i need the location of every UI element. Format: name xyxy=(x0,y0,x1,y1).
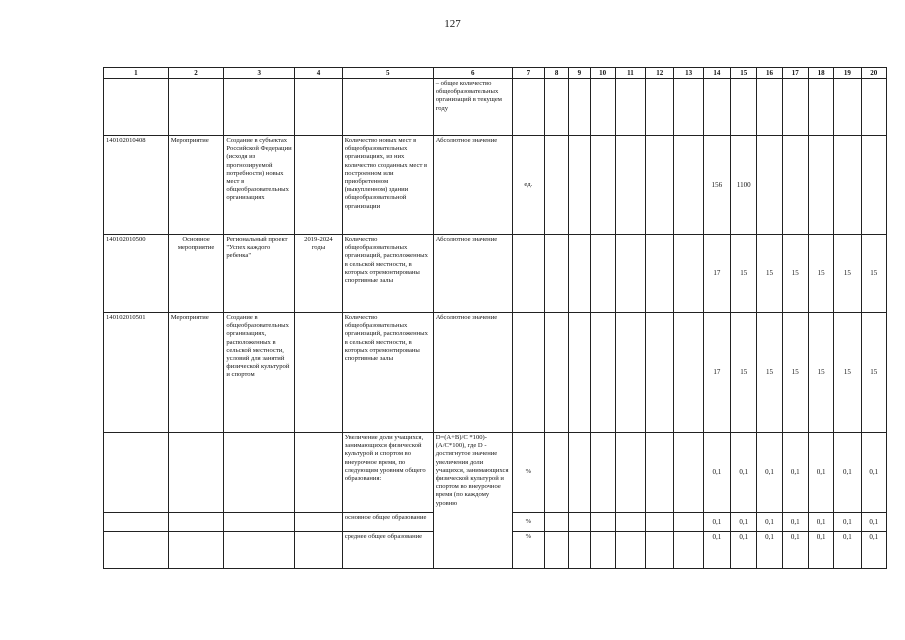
name-cell xyxy=(224,433,295,513)
value-cell: 15 xyxy=(782,313,808,433)
value-cell: 0,1 xyxy=(808,532,833,569)
table-row xyxy=(104,79,887,136)
col-header: 4 xyxy=(295,68,343,79)
value-cell xyxy=(808,79,833,136)
value-cell xyxy=(703,79,730,136)
type-cell xyxy=(168,79,224,136)
value-cell: 156 xyxy=(703,136,730,235)
unit-cell: % xyxy=(512,433,544,513)
col-header: 8 xyxy=(545,68,569,79)
value-cell xyxy=(861,136,886,235)
unit-cell: % xyxy=(512,513,544,532)
code-cell: 140102010500 xyxy=(104,235,169,313)
value-cell: 15 xyxy=(757,235,782,313)
value-cell: 15 xyxy=(731,313,757,433)
period-cell: 2019-2024 годы xyxy=(295,235,343,313)
indicator-cell: Количество общеобразовательных организаций, расположенных в сельской местности, в которых отремонтированы спортивные залы xyxy=(342,313,433,433)
value-cell: 15 xyxy=(834,313,861,433)
col-header: 17 xyxy=(782,68,808,79)
col-header: 6 xyxy=(433,68,512,79)
indicator-cell: среднее общее образование xyxy=(342,532,433,569)
value-cell xyxy=(861,79,886,136)
indicators-table xyxy=(103,67,887,569)
value-cell xyxy=(834,136,861,235)
value-cell xyxy=(808,136,833,235)
period-cell xyxy=(295,79,343,136)
code-cell: 140102010501 xyxy=(104,313,169,433)
method-cell: Абсолютное значение xyxy=(433,313,512,433)
code-cell xyxy=(104,79,169,136)
method-cell: Абсолютное значение xyxy=(433,235,512,313)
method-cell: D=(A+B)/C *100)-(A/C*100), где D - достигнутое значение увеличения доли учащихся, занимающихся физической культурой и спортом во внеурочное время (по каждому уровню xyxy=(433,433,512,569)
value-cell: 0,1 xyxy=(834,513,861,532)
page-number: 127 xyxy=(444,18,461,30)
value-cell: 0,1 xyxy=(861,433,886,513)
value-cell xyxy=(782,79,808,136)
period-cell xyxy=(295,136,343,235)
method-cell: Абсолютное значение xyxy=(433,136,512,235)
value-cell: 0,1 xyxy=(782,433,808,513)
value-cell: 0,1 xyxy=(834,532,861,569)
col-header: 15 xyxy=(731,68,757,79)
value-cell: 15 xyxy=(834,235,861,313)
unit-cell: % xyxy=(512,532,544,569)
value-cell: 15 xyxy=(861,313,886,433)
period-cell xyxy=(295,313,343,433)
name-cell: Создание в общеобразовательных организациях, расположенных в сельской местности, условий для занятий физической культурой и спортом xyxy=(224,313,295,433)
col-header: 19 xyxy=(834,68,861,79)
value-cell: 0,1 xyxy=(808,513,833,532)
col-header: 7 xyxy=(512,68,544,79)
value-cell: 1100 xyxy=(731,136,757,235)
col-header: 1 xyxy=(104,68,169,79)
code-cell xyxy=(104,433,169,513)
col-header: 5 xyxy=(342,68,433,79)
col-header: 18 xyxy=(808,68,833,79)
value-cell: 0,1 xyxy=(757,433,782,513)
value-cell xyxy=(731,79,757,136)
value-cell: 0,1 xyxy=(782,532,808,569)
value-cell: 15 xyxy=(731,235,757,313)
col-header: 3 xyxy=(224,68,295,79)
value-cell: 0,1 xyxy=(782,513,808,532)
value-cell xyxy=(757,79,782,136)
value-cell: 0,1 xyxy=(757,513,782,532)
value-cell: 15 xyxy=(782,235,808,313)
col-header: 14 xyxy=(703,68,730,79)
column-number-header xyxy=(104,68,887,79)
value-cell xyxy=(757,136,782,235)
value-cell: 15 xyxy=(757,313,782,433)
table-row xyxy=(104,433,887,513)
col-header: 20 xyxy=(861,68,886,79)
table-row xyxy=(104,136,887,235)
value-cell: 0,1 xyxy=(731,513,757,532)
type-cell xyxy=(168,433,224,513)
table-row xyxy=(104,235,887,313)
value-cell: 17 xyxy=(703,235,730,313)
unit-cell: ед. xyxy=(512,136,544,235)
value-cell: 0,1 xyxy=(703,532,730,569)
col-header: 12 xyxy=(646,68,674,79)
indicator-cell: Количество новых мест в общеобразовательных организациях, из них количество созданных мест в построенном или приобретенном (выкупленном) здании общеобразовательной организации xyxy=(342,136,433,235)
value-cell: 15 xyxy=(808,313,833,433)
value-cell xyxy=(782,136,808,235)
indicator-cell: Увеличение доли учащихся, занимающихся физической культурой и спортом во внеурочное время, по следующим уровням общего образования: xyxy=(342,433,433,513)
col-header: 10 xyxy=(590,68,615,79)
table-row xyxy=(104,313,887,433)
value-cell: 0,1 xyxy=(731,532,757,569)
type-cell: Основное мероприятие xyxy=(168,235,224,313)
value-cell: 0,1 xyxy=(861,532,886,569)
value-cell: 17 xyxy=(703,313,730,433)
indicator-cell: основное общее образование xyxy=(342,513,433,532)
value-cell: 0,1 xyxy=(861,513,886,532)
col-header: 13 xyxy=(674,68,703,79)
method-cell: – общее количество общеобразовательных организаций в текущем году xyxy=(433,79,512,136)
col-header: 16 xyxy=(757,68,782,79)
period-cell xyxy=(295,433,343,513)
value-cell: 0,1 xyxy=(757,532,782,569)
unit-cell xyxy=(512,235,544,313)
name-cell: Региональный проект "Успех каждого ребенка" xyxy=(224,235,295,313)
col-header: 11 xyxy=(615,68,645,79)
type-cell: Мероприятие xyxy=(168,136,224,235)
code-cell: 140102010408 xyxy=(104,136,169,235)
value-cell: 0,1 xyxy=(703,433,730,513)
unit-cell xyxy=(512,313,544,433)
value-cell: 15 xyxy=(861,235,886,313)
value-cell: 15 xyxy=(808,235,833,313)
value-cell xyxy=(834,79,861,136)
indicator-cell xyxy=(342,79,433,136)
col-header: 2 xyxy=(168,68,224,79)
col-header: 9 xyxy=(569,68,590,79)
value-cell: 0,1 xyxy=(731,433,757,513)
name-cell: Создание в субъектах Российской Федерации (исходя из прогнозируемой потребности) новых мест в общеобразовательных организациях xyxy=(224,136,295,235)
value-cell: 0,1 xyxy=(834,433,861,513)
name-cell xyxy=(224,79,295,136)
value-cell: 0,1 xyxy=(808,433,833,513)
unit-cell xyxy=(512,79,544,136)
indicator-cell: Количество общеобразовательных организаций, расположенных в сельской местности, в которых отремонтированы спортивные залы xyxy=(342,235,433,313)
value-cell: 0,1 xyxy=(703,513,730,532)
type-cell: Мероприятие xyxy=(168,313,224,433)
